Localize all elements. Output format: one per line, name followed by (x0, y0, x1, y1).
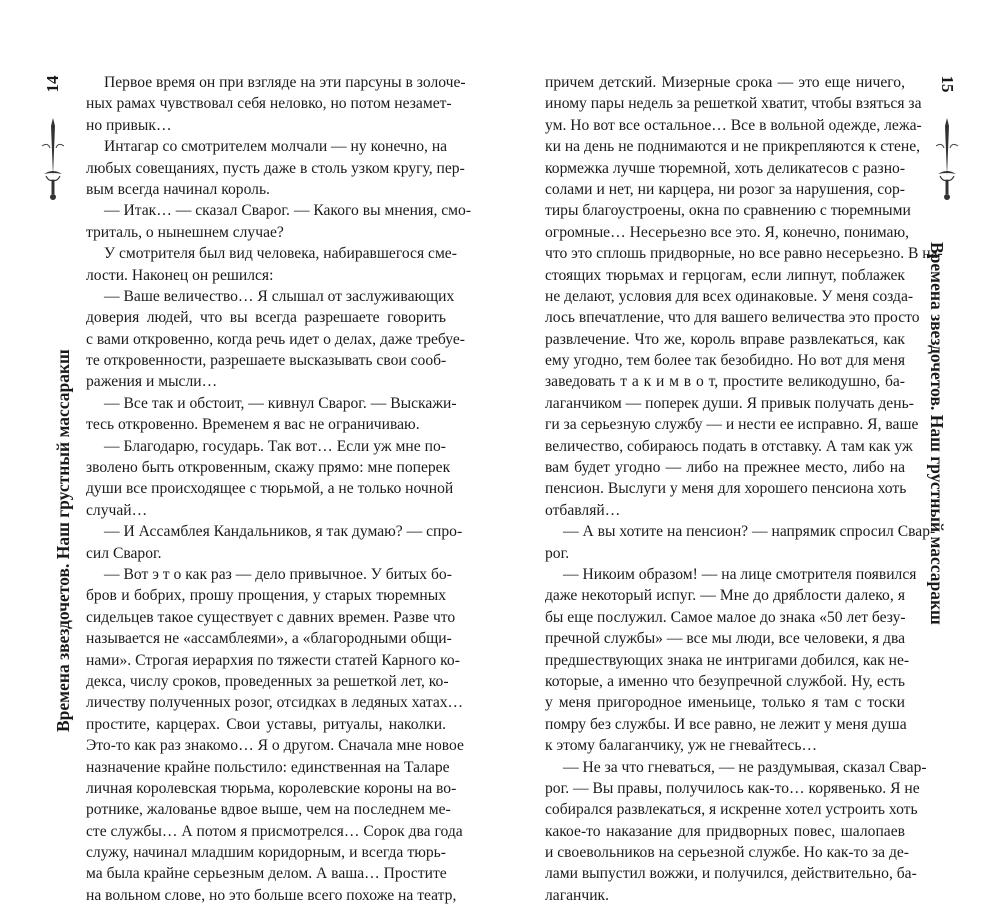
running-head-right: Времена звездочетов. Наш грустный массаракш (927, 242, 947, 625)
text-line: даже некоторый испуг. — Мне до дряблости далеко, я (545, 587, 905, 605)
text-line: — Все так и обстоит, — кивнул Сварог. — Выскажи- (104, 394, 457, 412)
text-line: бы еще послужил. Самое малое до знака «50 лет безу- (545, 608, 906, 626)
text-line: у меня пригородное именьице, только я там с тоски (545, 694, 905, 712)
text-line: ум. Но вот все остальное… Все в вольной одежде, лежа- (545, 116, 922, 134)
text-line: назначение крайне польстило: единственная на Таларе (86, 758, 450, 776)
text-line: рог. (545, 544, 570, 562)
right-margin (927, 72, 964, 732)
sword-ornament-icon (40, 116, 66, 206)
text-line: личеству полученных розог, отсидках в ледяных хатах… (86, 694, 464, 712)
text-line: называется не «ассамблеями», а «благородными общи- (86, 630, 452, 648)
text-line: — Благодарю, государь. Так вот… Если уж мне по- (104, 437, 446, 455)
text-line: бров и бобрих, прошу прощения, у старых тюремных (86, 587, 446, 605)
text-line: тесь откровенно. Временем я вас не ограничиваю. (86, 416, 420, 434)
text-line: тиры благоустроены, окна по сравнению с тюремными (545, 202, 911, 220)
text-line: лости. Наконец он решился: (86, 266, 274, 284)
text-line: заведовать т а к и м в о т, простите великодушно, ба- (545, 373, 905, 391)
text-line: не делают, условия для всех одинаковые. У меня созда- (545, 287, 914, 305)
text-line: рог. — Вы правы, получилось как-то… корявенько. Я не (545, 779, 920, 797)
text-line: — Ваше величество… Я слышал от заслуживающих (104, 287, 455, 305)
text-line: что это сплошь придворные, но все равно несерьезно. В на- (545, 245, 943, 263)
text-line: лами выпустил вожжи, и получился, действительно, ба- (545, 865, 917, 883)
text-line: ему угодно, тем более так безобидно. Но вот для меня (545, 352, 905, 370)
text-line: с вами откровенно, когда речь идет о делах, даже требуе- (86, 330, 465, 348)
text-line: сидельцев такое существует с давних времен. Разве что (86, 608, 456, 626)
text-line: причем детский. Мизерные срока — это еще ничего, (545, 74, 905, 91)
text-line: какое-то наказание для придворных повес, шалопаев (545, 822, 905, 840)
text-line: помру без службы. И все равно, не лежит у меня душа (545, 715, 907, 733)
text-line: пречной службы» — все мы люди, все человеки, я два (545, 630, 906, 648)
text-line: сил Сварог. (86, 544, 162, 562)
text-line: лаганчиком — поперек души. Я привык получать день- (545, 394, 914, 412)
text-line: ротнике, жалованье вдвое выше, чем на последнем ме- (86, 801, 451, 819)
text-line: служу, начинал младшим коридорным, и всегда тюрь- (86, 844, 446, 862)
text-line: ки на день не поднимаются и не прикрепляются к стене, (545, 138, 921, 156)
text-line: вам будет угодно — либо на прежнее место, либо на (545, 459, 905, 477)
text-line: и своевольников на серьезной службе. Но как-то за де- (545, 844, 909, 862)
running-head-left: Времена звездочетов. Наш грустный массаракш (53, 349, 73, 732)
text-line: декса, числу сроков, проведенных за решеткой лет, ко- (86, 672, 449, 690)
text-line: Это-то как раз знакомо… Я о другом. Сначала мне новое (86, 737, 464, 755)
text-line: отбавляй… (545, 501, 621, 519)
text-line: — Итак… — сказал Сварог. — Какого вы мнения, смо- (104, 202, 472, 220)
text-line: — А вы хотите на пенсион? — напрямик спросил Свар- (563, 523, 936, 541)
text-line: зволено быть откровенным, скажу прямо: мне поперек (86, 459, 451, 477)
left-page-body (86, 72, 472, 906)
text-line: души все происходящее с тюрьмой, а не только ночной (86, 480, 454, 498)
text-line: кормежка лучше тюремной, хоть деликатесов с разно- (545, 159, 906, 177)
text-line: — Вот э т о как раз — дело привычное. У битых бо- (104, 565, 452, 583)
text-line: Интагар со смотрителем молчали — ну конечно, на (104, 138, 448, 156)
text-line: солами и нет, ни карцера, ни розог за нарушения, сор- (545, 180, 905, 198)
text-line: иному пары недель за решеткой хватит, чтобы взяться за (545, 95, 922, 113)
text-line: любых совещаниях, пусть даже в столь узком кругу, пер- (86, 159, 465, 177)
text-line: триталь, о нынешнем случае? (86, 223, 284, 241)
text-line: те откровенности, разрешаете высказывать свои сооб- (86, 352, 447, 370)
right-page (500, 0, 1000, 904)
text-line: но привык… (86, 116, 172, 134)
text-line: пенсион. Выслуги у меня для хорошего пенсиона хоть (545, 480, 907, 498)
text-line: развлечение. Что же, король вправе развлекаться, как (545, 330, 905, 348)
text-line: огромные… Несерьезно все это. Я, конечно, понимаю, (545, 223, 910, 241)
text-line: доверия людей, что вы всегда разрешаете говорить (86, 309, 446, 327)
left-margin (36, 72, 73, 732)
text-line: Первое время он при взгляде на эти парсуны в золоче- (104, 74, 466, 91)
text-line: ма была крайне серьезным делом. А ваша… Простите (86, 865, 447, 883)
text-line: величество, собираюсь подать в отставку. А там как уж (545, 437, 913, 455)
text-line: простите, карцерах. Свои уставы, ритуалы, наколки. (86, 715, 446, 733)
text-line: У смотрителя был вид человека, набиравшегося сме- (104, 245, 457, 263)
text-line: на вольном слове, но это больше всего похоже на театр, (86, 886, 457, 904)
text-line: случай… (86, 501, 148, 519)
text-line: стоящих тюрьмах и герцогам, если липнут, поблажек (545, 266, 905, 284)
text-line: к этому балаганчику, уж не гневайтесь… (545, 737, 818, 755)
text-line: ражения и мысли… (86, 373, 218, 391)
text-line: вым всегда начинал король. (86, 180, 270, 198)
text-line: — И Ассамблея Кандальников, я так думаю? — спро- (104, 523, 463, 541)
text-line: ных рамах чувствовал себя неловко, но потом незамет- (86, 95, 452, 113)
text-line: сте службы… А потом я присмотрелся… Сорок два года (86, 822, 463, 840)
page-number-left: 14 (43, 75, 62, 93)
text-line: собирался развлекаться, я искренне хотел устроить хоть (545, 801, 918, 819)
text-line: предшествующих знака не интригами добился, как не- (545, 651, 910, 669)
page-number-right: 15 (938, 75, 957, 93)
text-line: — Никоим образом! — на лице смотрителя появился (563, 565, 917, 583)
sword-ornament-icon (934, 116, 960, 206)
text-line: лаганчик. (545, 886, 610, 904)
left-page (0, 0, 500, 904)
text-line: лось впечатление, что для вашего величества это просто (545, 309, 920, 327)
text-line: личная королевская тюрьма, королевские короны на во- (86, 779, 457, 797)
text-line: — Не за что гневаться, — не раздумывая, сказал Свар- (563, 758, 927, 776)
text-line: нами». Строгая иерархия по тяжести статей Карного ко- (86, 651, 460, 669)
text-line: которые, а именно что безупречной службой. Ну, есть (545, 672, 905, 690)
text-line: ги за серьезную службу — и нести ее исправно. Я, ваше (545, 416, 919, 434)
